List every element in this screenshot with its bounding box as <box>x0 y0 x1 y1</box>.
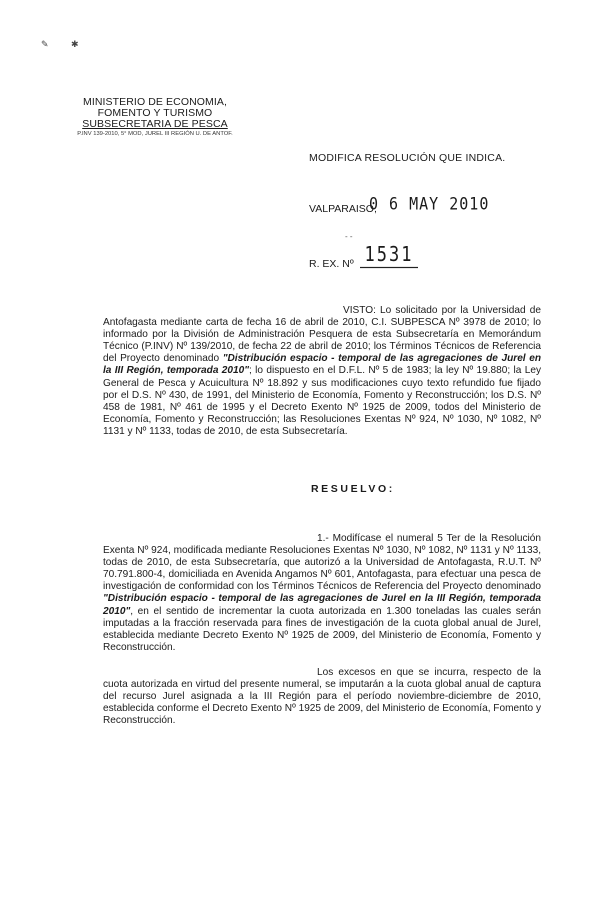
date-stamp: 0 6 MAY 2010 <box>369 193 490 215</box>
visto-paragraph <box>103 305 541 438</box>
reference-code: P.INV 139-2010, 5° MOD, JUREL III REGIÓN U. DE ANTOF. <box>77 131 233 137</box>
margin-mark-left: ✎ <box>41 39 49 49</box>
ministry-line: MINISTERIO DE ECONOMIA, <box>82 96 228 108</box>
margin-mark-right: ✱ <box>71 39 79 49</box>
resolution-number: 1531 <box>360 243 418 268</box>
dash-mark: - - <box>345 232 353 241</box>
visto-rest: ; lo dispuesto en el D.F.L. Nº 5 de 1983; la ley Nº 19.880; la Ley General de Pesca y Acuicultura Nº 18.892 y sus modificaciones cuyo texto refundido fue fijado por el D.S. Nº 430, de 1991, del Ministerio de Economía, Fomento y Reconstrucción; los D.S. Nº 458 de 1981, Nº 461 de 1995 y el Decreto Exento Nº 1925 de 2009, todos del Ministerio de Economía, Fomento y Reconstrucción; las Resoluciones Exentas Nº 924, Nº 1030, Nº 1082, Nº 1131 y Nº 1133, todas de 2010, de esta Subsecretaría. <box>103 365 541 437</box>
item-1-paragraph <box>103 533 541 654</box>
document-title: MODIFICA RESOLUCIÓN QUE INDICA. <box>309 152 506 164</box>
visto-lead: VISTO: Lo solicitado por la Universidad de Antofagasta mediante carta de fecha 16 de abril de 2010, C.I. SUBPESCA Nº 3978 de 2010; lo informado por la División de Administración Pesquera de esta Subsecretaría en Memorándum Técnico (P.INV) Nº 139/2010, de fecha 22 de abril de 2010; los Términos Técnicos de Referencia del Proyecto denominado <box>103 305 541 365</box>
resuelvo-heading: RESUELVO: <box>311 483 395 495</box>
visto-project-name: "Distribución espacio - temporal de las agregaciones de Jurel en la III Región, temporada 2010" <box>103 353 542 377</box>
ministry-line-2: FOMENTO Y TURISMO <box>97 107 213 119</box>
item-1-project-name: "Distribución espacio - temporal de las agregaciones de Jurel en la III Región, temporada 2010" <box>103 593 541 617</box>
item-1-rest: , en el sentido de incrementar la cuota autorizada en 1.300 toneladas las cuales serán imputadas a la fracción reservada para fines de investigación de la cuota global anual de Jurel, establecida mediante Decreto Exento Nº 1925 de 2009, del Ministerio de Economía, Fomento y Reconstrucción. <box>103 605 541 653</box>
subsecretaria-line: SUBSECRETARIA DE PESCA <box>82 118 228 130</box>
item-1-excess-paragraph: Los excesos en que se incurra, respecto de la cuota autorizada en virtud del presente numeral, se imputarán a la cuota global anual de captura del recurso Jurel asignada a la III Región para el período noviembre-diciembre de 2010, establecida conforme el Decreto Exento Nº 1925 de 2009, del Ministerio de Economía, Fomento y Reconstrucción. <box>103 667 541 727</box>
item-1-lead: 1.- Modifícase el numeral 5 Ter de la Resolución Exenta Nº 924, modificada mediante Resoluciones Exentas Nº 1030, Nº 1082, Nº 1131 y Nº 1133, todas de 2010, de esta Subsecretaría, que autorizó a la Universidad de Antofagasta, R.U.T. Nº 70.791.800-4, domiciliada en Avenida Angamos Nº 601, Antofagasta, para efectuar una pesca de investigación de conformidad con los Términos Técnicos de Referencia del Proyecto denominado <box>103 533 541 593</box>
city-label: VALPARAISO, <box>309 203 377 215</box>
resolution-label: R. EX. Nº <box>309 258 354 270</box>
letterhead <box>50 97 260 138</box>
